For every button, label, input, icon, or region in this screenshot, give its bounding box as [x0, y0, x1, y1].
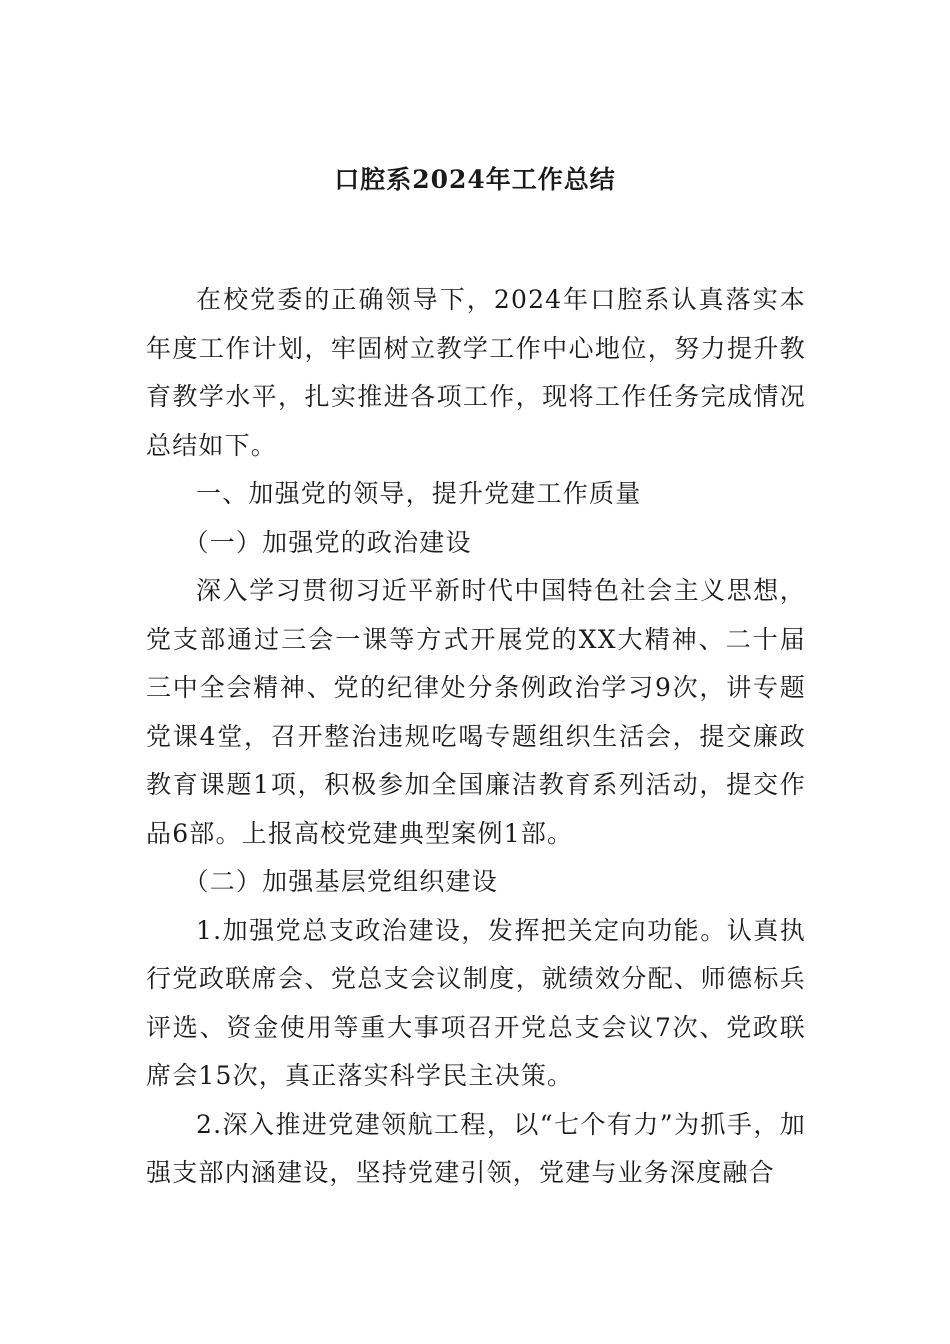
- paragraph-item-1: 1.加强党总支政治建设，发挥把关定向功能。认真执行党政联席会、党总支会议制度，就绩效分配、师德标兵评选、资金使用等重大事项召开党总支会议7次、党政联席会15次，真正落实科学民主决策。: [146, 915, 806, 1090]
- section-heading-1: 一、加强党的领导，提升党建工作质量: [196, 479, 642, 508]
- paragraph-political-building: 深入学习贯彻习近平新时代中国特色社会主义思想，党支部通过三会一课等方式开展党的XX大精神、二十届三中全会精神、党的纪律处分条例政治学习9次，讲专题党课4堂，召开整治违规吃喝专题组织生活会，提交廉政教育课题1项，积极参加全国廉洁教育系列活动，提交作品6部。上报高校党建典型案例1部。: [146, 576, 806, 848]
- intro-paragraph: 在校党委的正确领导下，2024年口腔系认真落实本年度工作计划，牢固树立教学工作中心地位，努力提升教育教学水平，扎实推进各项工作，现将工作任务完成情况总结如下。: [146, 285, 806, 460]
- document-title: 口腔系2024年工作总结: [334, 165, 616, 194]
- subsection-heading-1: （一）加强党的政治建设: [183, 527, 472, 557]
- paragraph-item-2: 2.深入推进党建领航工程，以“七个有力”为抓手，加强支部内涵建设，坚持党建引领，党建与业务深度融合: [146, 1109, 806, 1187]
- subsection-heading-2: （二）加强基层党组织建设: [183, 867, 498, 896]
- document-body: [146, 276, 806, 1198]
